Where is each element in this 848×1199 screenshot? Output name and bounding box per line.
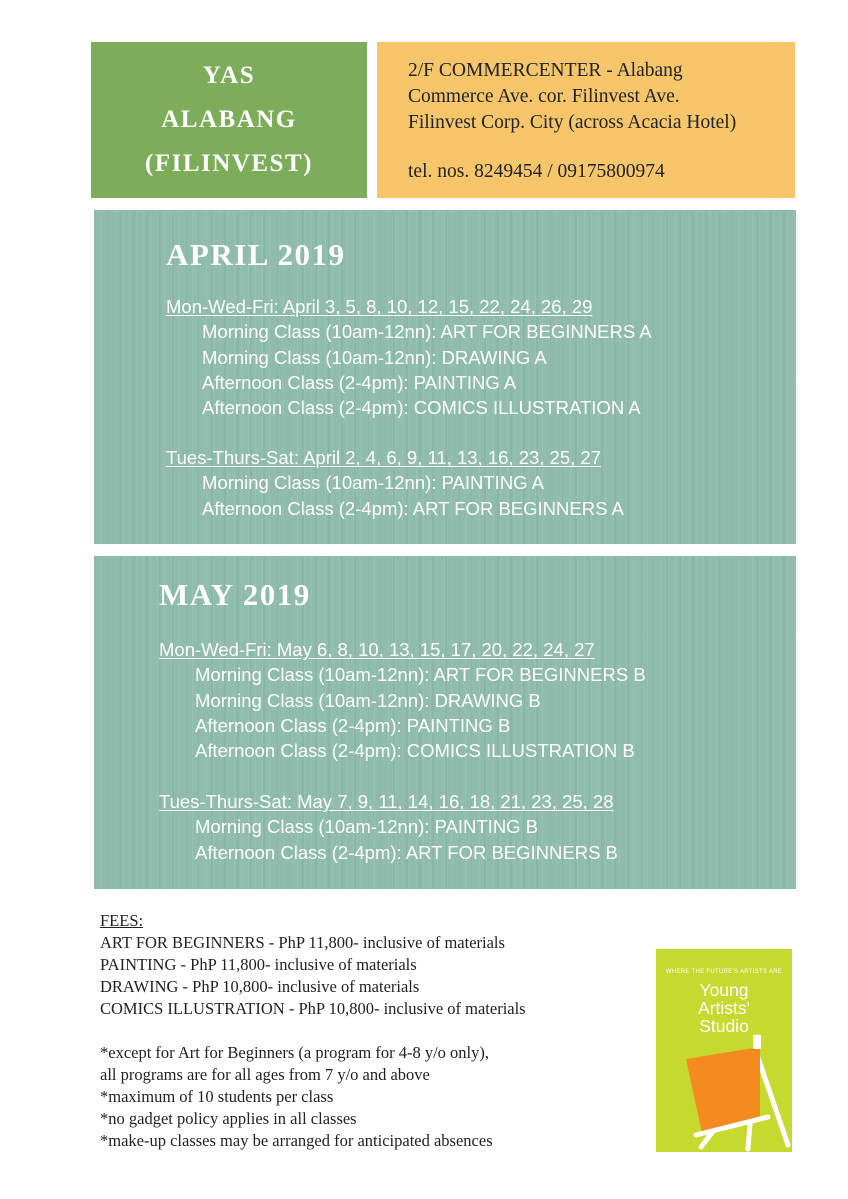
note-line: *make-up classes may be arranged for anticipated absences <box>100 1131 493 1150</box>
april-schedule-panel <box>94 210 796 544</box>
address-line: 2/F COMMERCENTER - Alabang <box>408 60 683 81</box>
logo-name-line: Young <box>699 980 749 1000</box>
branch-title-line: ALABANG <box>161 106 297 133</box>
fees-section <box>100 910 640 1152</box>
class-item: Afternoon Class (2-4pm): ART FOR BEGINNERS A <box>202 497 624 519</box>
note-line: *maximum of 10 students per class <box>100 1087 334 1106</box>
class-item: Morning Class (10am-12nn): ART FOR BEGINNERS A <box>202 321 652 343</box>
schedule-days: Mon-Wed-Fri: May 6, 8, 10, 13, 15, 17, 20, 22, 24, 27 <box>159 639 595 660</box>
fees-heading: FEES: <box>100 911 144 930</box>
class-item: Afternoon Class (2-4pm): ART FOR BEGINNERS B <box>195 841 618 863</box>
tts-schedule <box>159 789 618 865</box>
class-item: Afternoon Class (2-4pm): PAINTING A <box>202 371 517 393</box>
may-schedule-panel <box>94 556 796 889</box>
mwf-schedule <box>159 637 646 763</box>
address-line: Commerce Ave. cor. Filinvest Ave. <box>408 86 680 107</box>
telephone-numbers: tel. nos. 8249454 / 09175800974 <box>408 161 665 182</box>
branch-title-line: (FILINVEST) <box>145 150 313 177</box>
class-item: Morning Class (10am-12nn): DRAWING A <box>202 346 547 368</box>
class-item: Afternoon Class (2-4pm): PAINTING B <box>195 714 511 736</box>
month-title: MAY 2019 <box>159 577 311 612</box>
mwf-schedule <box>166 294 652 420</box>
class-item: Afternoon Class (2-4pm): COMICS ILLUSTRATION B <box>195 740 635 762</box>
schedule-days: Mon-Wed-Fri: April 3, 5, 8, 10, 12, 15, 22, 24, 26, 29 <box>166 296 593 317</box>
month-title: APRIL 2019 <box>166 237 346 272</box>
note-line: *no gadget policy applies in all classes <box>100 1109 357 1128</box>
address-box <box>377 42 795 198</box>
young-artists-studio-logo <box>656 949 792 1152</box>
fee-item: DRAWING - PhP 10,800- inclusive of materials <box>100 977 420 996</box>
branch-title-box <box>91 42 367 198</box>
class-item: Morning Class (10am-12nn): ART FOR BEGINNERS B <box>195 664 646 686</box>
class-item: Afternoon Class (2-4pm): COMICS ILLUSTRATION A <box>202 397 641 419</box>
address-line: Filinvest Corp. City (across Acacia Hotel) <box>408 112 737 133</box>
note-line: all programs are for all ages from 7 y/o and above <box>100 1065 430 1084</box>
fee-item: ART FOR BEGINNERS - PhP 11,800- inclusive of materials <box>100 933 505 952</box>
logo-name-line: Studio <box>699 1016 749 1036</box>
logo-name-line: Artists' <box>698 998 750 1018</box>
logo-name <box>656 981 792 1035</box>
class-item: Morning Class (10am-12nn): DRAWING B <box>195 689 541 711</box>
schedule-days: Tues-Thurs-Sat: April 2, 4, 6, 9, 11, 13, 16, 23, 25, 27 <box>166 447 601 468</box>
fee-item: PAINTING - PhP 11,800- inclusive of materials <box>100 955 417 974</box>
branch-title-line: YAS <box>202 62 256 89</box>
schedule-days: Tues-Thurs-Sat: May 7, 9, 11, 14, 16, 18, 21, 23, 25, 28 <box>159 791 614 812</box>
note-line: *except for Art for Beginners (a program for 4-8 y/o only), <box>100 1043 490 1062</box>
class-item: Morning Class (10am-12nn): PAINTING B <box>195 816 539 838</box>
class-item: Morning Class (10am-12nn): PAINTING A <box>202 472 545 494</box>
fee-item: COMICS ILLUSTRATION - PhP 10,800- inclusive of materials <box>100 999 526 1018</box>
logo-tagline: WHERE THE FUTURE'S ARTISTS ARE <box>665 969 783 975</box>
tts-schedule <box>166 445 624 521</box>
fees-notes <box>100 1042 640 1152</box>
